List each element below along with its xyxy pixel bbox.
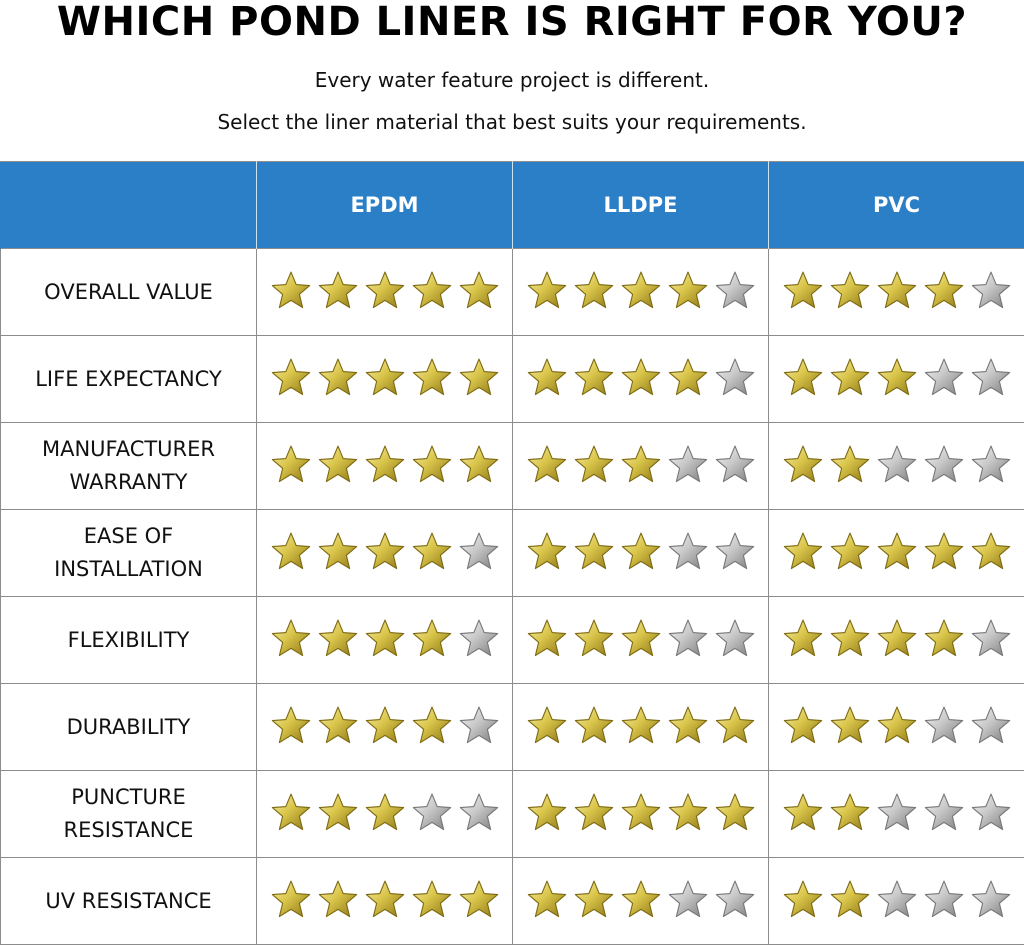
row-label: FLEXIBILITY — [1, 597, 257, 684]
gold-star-icon — [782, 791, 824, 833]
table-row — [1, 510, 1024, 597]
gold-star-icon — [411, 878, 453, 920]
row-label: EASE OF INSTALLATION — [1, 510, 257, 597]
gold-star-icon — [526, 530, 568, 572]
gold-star-icon — [364, 443, 406, 485]
silver-star-icon — [876, 878, 918, 920]
silver-star-icon — [714, 617, 756, 659]
star-rating — [526, 356, 756, 398]
table-row — [1, 249, 1024, 336]
gold-star-icon — [829, 791, 871, 833]
gold-star-icon — [317, 791, 359, 833]
silver-star-icon — [876, 791, 918, 833]
rating-cell-epdm — [257, 684, 513, 771]
gold-star-icon — [782, 443, 824, 485]
silver-star-icon — [923, 443, 965, 485]
star-rating — [270, 878, 500, 920]
gold-star-icon — [829, 356, 871, 398]
silver-star-icon — [714, 269, 756, 311]
silver-star-icon — [876, 443, 918, 485]
star-rating — [270, 356, 500, 398]
silver-star-icon — [667, 443, 709, 485]
gold-star-icon — [364, 704, 406, 746]
rating-cell-epdm — [257, 249, 513, 336]
gold-star-icon — [829, 878, 871, 920]
gold-star-icon — [782, 617, 824, 659]
star-rating — [782, 356, 1012, 398]
table-body — [1, 249, 1024, 945]
gold-star-icon — [526, 443, 568, 485]
star-rating — [526, 878, 756, 920]
header-corner-cell — [1, 162, 257, 249]
gold-star-icon — [411, 356, 453, 398]
gold-star-icon — [270, 617, 312, 659]
star-rating — [526, 530, 756, 572]
silver-star-icon — [667, 617, 709, 659]
star-rating — [782, 878, 1012, 920]
gold-star-icon — [411, 530, 453, 572]
gold-star-icon — [829, 704, 871, 746]
table-row — [1, 684, 1024, 771]
rating-cell-lldpe — [513, 684, 769, 771]
gold-star-icon — [526, 704, 568, 746]
gold-star-icon — [714, 791, 756, 833]
rating-cell-pvc — [769, 858, 1024, 945]
star-rating — [270, 791, 500, 833]
rating-cell-lldpe — [513, 336, 769, 423]
rating-cell-lldpe — [513, 510, 769, 597]
gold-star-icon — [573, 617, 615, 659]
rating-cell-epdm — [257, 510, 513, 597]
silver-star-icon — [714, 356, 756, 398]
gold-star-icon — [317, 530, 359, 572]
gold-star-icon — [364, 791, 406, 833]
gold-star-icon — [923, 617, 965, 659]
row-label: LIFE EXPECTANCY — [1, 336, 257, 423]
gold-star-icon — [782, 356, 824, 398]
gold-star-icon — [573, 704, 615, 746]
star-rating — [270, 530, 500, 572]
silver-star-icon — [714, 878, 756, 920]
gold-star-icon — [364, 617, 406, 659]
gold-star-icon — [526, 269, 568, 311]
column-header-pvc: PVC — [769, 162, 1024, 249]
gold-star-icon — [270, 443, 312, 485]
gold-star-icon — [620, 269, 662, 311]
star-rating — [782, 269, 1012, 311]
rating-cell-pvc — [769, 423, 1024, 510]
gold-star-icon — [364, 356, 406, 398]
row-label: MANUFACTURER WARRANTY — [1, 423, 257, 510]
gold-star-icon — [620, 530, 662, 572]
comparison-table — [0, 161, 1024, 945]
rating-cell-epdm — [257, 597, 513, 684]
gold-star-icon — [667, 704, 709, 746]
rating-cell-lldpe — [513, 771, 769, 858]
gold-star-icon — [270, 878, 312, 920]
gold-star-icon — [411, 704, 453, 746]
silver-star-icon — [970, 269, 1012, 311]
rating-cell-lldpe — [513, 423, 769, 510]
gold-star-icon — [620, 791, 662, 833]
silver-star-icon — [923, 704, 965, 746]
star-rating — [270, 617, 500, 659]
silver-star-icon — [458, 791, 500, 833]
star-rating — [782, 617, 1012, 659]
star-rating — [270, 269, 500, 311]
gold-star-icon — [317, 443, 359, 485]
rating-cell-epdm — [257, 858, 513, 945]
gold-star-icon — [573, 878, 615, 920]
silver-star-icon — [411, 791, 453, 833]
star-rating — [782, 443, 1012, 485]
subtitle-line-1: Every water feature project is different. — [314, 68, 710, 92]
rating-cell-pvc — [769, 597, 1024, 684]
row-label: DURABILITY — [1, 684, 257, 771]
gold-star-icon — [667, 356, 709, 398]
star-rating — [526, 443, 756, 485]
gold-star-icon — [620, 356, 662, 398]
gold-star-icon — [782, 878, 824, 920]
gold-star-icon — [876, 356, 918, 398]
rating-cell-pvc — [769, 249, 1024, 336]
gold-star-icon — [829, 617, 871, 659]
gold-star-icon — [620, 704, 662, 746]
gold-star-icon — [573, 356, 615, 398]
star-rating — [526, 269, 756, 311]
gold-star-icon — [876, 269, 918, 311]
gold-star-icon — [317, 356, 359, 398]
silver-star-icon — [970, 356, 1012, 398]
rating-cell-epdm — [257, 336, 513, 423]
gold-star-icon — [411, 617, 453, 659]
gold-star-icon — [364, 530, 406, 572]
star-rating — [526, 704, 756, 746]
gold-star-icon — [458, 269, 500, 311]
silver-star-icon — [458, 617, 500, 659]
rating-cell-lldpe — [513, 597, 769, 684]
silver-star-icon — [970, 617, 1012, 659]
gold-star-icon — [620, 617, 662, 659]
gold-star-icon — [526, 878, 568, 920]
column-header-epdm: EPDM — [257, 162, 513, 249]
gold-star-icon — [573, 530, 615, 572]
gold-star-icon — [458, 878, 500, 920]
rating-cell-lldpe — [513, 858, 769, 945]
star-rating — [270, 443, 500, 485]
row-label: UV RESISTANCE — [1, 858, 257, 945]
table-row — [1, 771, 1024, 858]
gold-star-icon — [458, 443, 500, 485]
silver-star-icon — [714, 443, 756, 485]
rating-cell-epdm — [257, 771, 513, 858]
gold-star-icon — [573, 791, 615, 833]
star-rating — [526, 617, 756, 659]
gold-star-icon — [270, 791, 312, 833]
silver-star-icon — [923, 791, 965, 833]
gold-star-icon — [829, 269, 871, 311]
gold-star-icon — [526, 356, 568, 398]
gold-star-icon — [317, 617, 359, 659]
silver-star-icon — [923, 356, 965, 398]
gold-star-icon — [411, 269, 453, 311]
gold-star-icon — [970, 530, 1012, 572]
subtitle-line-2: Select the liner material that best suits your requirements. — [217, 110, 807, 134]
silver-star-icon — [667, 530, 709, 572]
gold-star-icon — [317, 269, 359, 311]
gold-star-icon — [270, 704, 312, 746]
gold-star-icon — [411, 443, 453, 485]
table-row — [1, 597, 1024, 684]
page-title: WHICH POND LINER IS RIGHT FOR YOU? — [56, 0, 968, 45]
gold-star-icon — [526, 791, 568, 833]
row-label: OVERALL VALUE — [1, 249, 257, 336]
silver-star-icon — [714, 530, 756, 572]
gold-star-icon — [829, 443, 871, 485]
silver-star-icon — [970, 704, 1012, 746]
column-header-lldpe: LLDPE — [513, 162, 769, 249]
table-row — [1, 858, 1024, 945]
rating-cell-pvc — [769, 771, 1024, 858]
silver-star-icon — [970, 791, 1012, 833]
table-row — [1, 336, 1024, 423]
star-rating — [270, 704, 500, 746]
gold-star-icon — [364, 878, 406, 920]
gold-star-icon — [923, 530, 965, 572]
rating-cell-epdm — [257, 423, 513, 510]
gold-star-icon — [526, 617, 568, 659]
gold-star-icon — [458, 356, 500, 398]
silver-star-icon — [923, 878, 965, 920]
silver-star-icon — [458, 530, 500, 572]
rating-cell-pvc — [769, 336, 1024, 423]
gold-star-icon — [620, 443, 662, 485]
gold-star-icon — [573, 443, 615, 485]
silver-star-icon — [970, 443, 1012, 485]
rating-cell-pvc — [769, 510, 1024, 597]
gold-star-icon — [620, 878, 662, 920]
gold-star-icon — [782, 704, 824, 746]
star-rating — [526, 791, 756, 833]
gold-star-icon — [829, 530, 871, 572]
gold-star-icon — [923, 269, 965, 311]
gold-star-icon — [270, 530, 312, 572]
star-rating — [782, 791, 1012, 833]
gold-star-icon — [270, 269, 312, 311]
gold-star-icon — [876, 704, 918, 746]
row-label: PUNCTURE RESISTANCE — [1, 771, 257, 858]
header-row — [1, 162, 1024, 249]
gold-star-icon — [270, 356, 312, 398]
star-rating — [782, 530, 1012, 572]
gold-star-icon — [714, 704, 756, 746]
gold-star-icon — [876, 530, 918, 572]
gold-star-icon — [317, 704, 359, 746]
gold-star-icon — [667, 791, 709, 833]
silver-star-icon — [667, 878, 709, 920]
star-rating — [782, 704, 1012, 746]
silver-star-icon — [970, 878, 1012, 920]
gold-star-icon — [667, 269, 709, 311]
gold-star-icon — [876, 617, 918, 659]
gold-star-icon — [317, 878, 359, 920]
gold-star-icon — [782, 269, 824, 311]
silver-star-icon — [458, 704, 500, 746]
table-row — [1, 423, 1024, 510]
gold-star-icon — [573, 269, 615, 311]
rating-cell-pvc — [769, 684, 1024, 771]
gold-star-icon — [782, 530, 824, 572]
gold-star-icon — [364, 269, 406, 311]
rating-cell-lldpe — [513, 249, 769, 336]
